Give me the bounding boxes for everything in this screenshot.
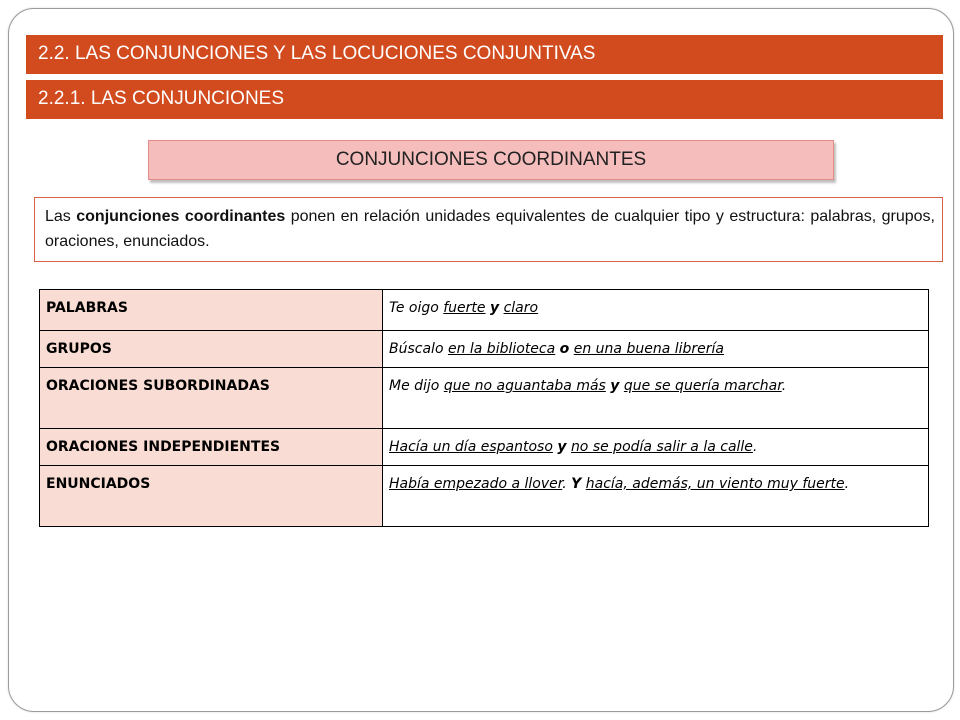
intro-text-after: ponen en relación unidades equivalentes de cualquier tipo y estructura: palabras, grupos, oraciones, enunciados. [45,208,936,250]
coordinated-unit: hacía, además, un viento muy fuerte [585,476,845,492]
section-title: 2.2. LAS CONJUNCIONES Y LAS LOCUCIONES CONJUNTIVAS [26,35,943,74]
table-row [40,331,929,368]
conjunction: y [557,439,567,455]
coordinated-unit: que se quería marchar [623,378,782,394]
intro-paragraph [34,197,943,262]
example-text: Búscalo [389,341,448,357]
row-label: ENUNCIADOS [40,466,383,527]
example-text: Me dijo [389,378,444,394]
row-example [383,290,929,331]
example-text: . [562,476,572,492]
row-example [383,466,929,527]
row-label: ORACIONES INDEPENDIENTES [40,429,383,466]
intro-bold-term: conjunciones coordinantes [76,208,286,225]
row-example [383,429,929,466]
examples-table [39,289,929,527]
table-row [40,466,929,527]
table-row [40,368,929,429]
conjunction: y [610,378,620,394]
table-row [40,290,929,331]
coordinated-unit: en la biblioteca [447,341,556,357]
conjunction: o [559,341,570,357]
example-text: . [781,378,787,394]
coordinated-unit: en una buena librería [573,341,724,357]
subsection-title: 2.2.1. LAS CONJUNCIONES [26,80,943,119]
coordinated-unit: que no aguantaba más [443,378,606,394]
coordinated-unit: claro [503,300,539,316]
example-text: . [844,476,850,492]
example-text: . [752,439,758,455]
row-label: PALABRAS [40,290,383,331]
conjunction: Y [571,476,582,492]
conjunction: y [489,300,500,316]
example-text: Te oigo [389,300,444,316]
table-row [40,429,929,466]
row-label: ORACIONES SUBORDINADAS [40,368,383,429]
row-label: GRUPOS [40,331,383,368]
intro-text-before: Las [45,208,77,225]
coordinated-unit: Había empezado a llover [389,476,563,492]
coordinated-unit: fuerte [443,300,486,316]
row-example [383,368,929,429]
coordinated-unit: Hacía un día espantoso [389,439,553,455]
subtitle-box: CONJUNCIONES COORDINANTES [148,140,834,180]
coordinated-unit: no se podía salir a la calle [570,439,753,455]
row-example [383,331,929,368]
